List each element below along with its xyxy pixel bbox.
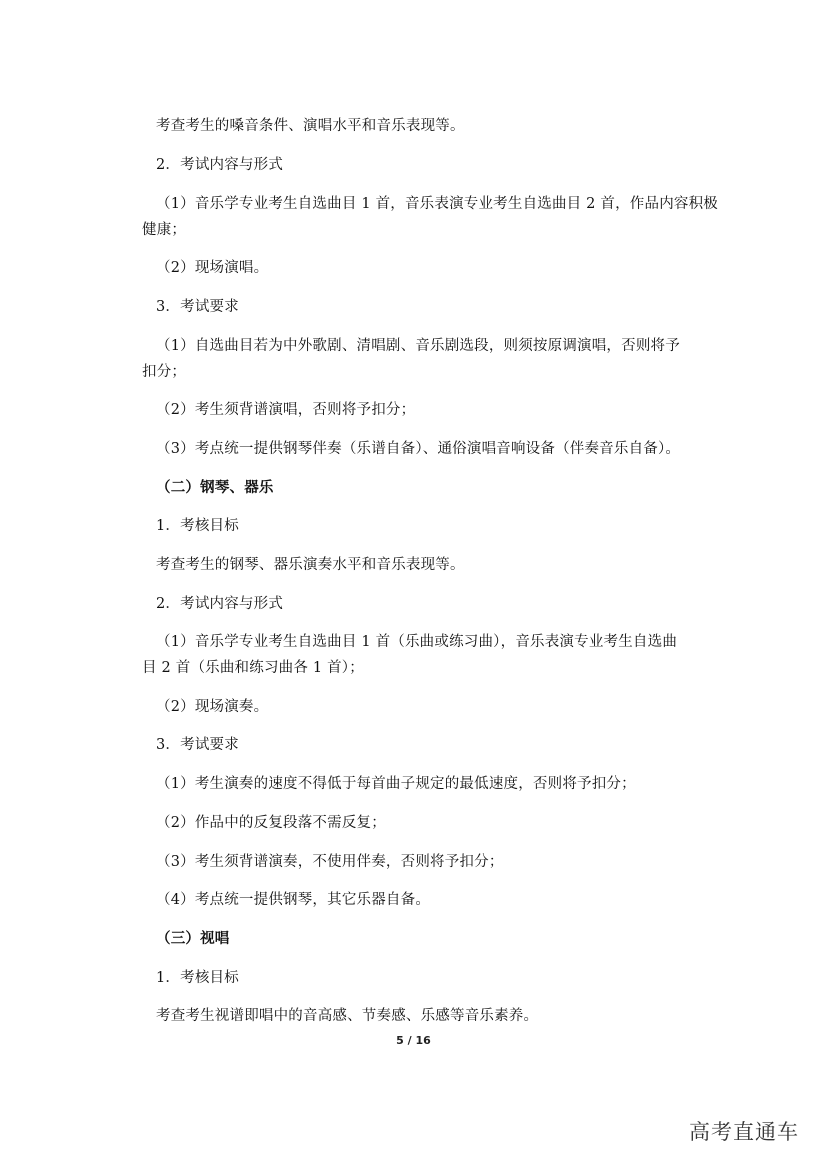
paragraph-text: （2）考生须背谱演唱，否则将予扣分； [156, 402, 416, 418]
section-heading: 2．考试内容与形式 [156, 596, 284, 612]
section-heading: 2．考试内容与形式 [156, 157, 284, 173]
paragraph-text: （1）音乐学专业考生自选曲目 1 首（乐曲或练习曲），音乐表演专业考生自选曲 [156, 634, 678, 650]
paragraph-text: （3）考点统一提供钢琴伴奏（乐谱自备）、通俗演唱音响设备（伴奏音乐自备）。 [156, 441, 681, 457]
paragraph-text: （1）自选曲目若为中外歌剧、清唱剧、音乐剧选段，则须按原调演唱，否则将予 [156, 338, 680, 354]
paragraph-text: （4）考点统一提供钢琴，其它乐器自备。 [156, 892, 431, 908]
section-heading: 1．考核目标 [156, 518, 239, 534]
paragraph-text: （2）现场演奏。 [156, 699, 269, 715]
paragraph-text: （1）考生演奏的速度不得低于每首曲子规定的最低速度，否则将予扣分； [156, 776, 636, 792]
paragraph-text: 目 2 首（乐曲和练习曲各 1 首）； [142, 660, 364, 676]
paragraph-text: 考查考生视谱即唱中的音高感、节奏感、乐感等音乐素养。 [156, 1008, 539, 1024]
paragraph-text: （2）现场演唱。 [156, 260, 269, 276]
paragraph-text: 扣分； [142, 364, 187, 380]
subsection-heading: （二）钢琴、器乐 [156, 479, 274, 496]
paragraph-text: 考查考生的嗓音条件、演唱水平和音乐表现等。 [156, 118, 465, 134]
watermark-logo: 高考直通车 [689, 1120, 799, 1144]
paragraph-text: （2）作品中的反复段落不需反复； [156, 815, 386, 831]
paragraph-text: （3）考生须背谱演奏，不使用伴奏，否则将予扣分； [156, 854, 504, 870]
section-heading: 1．考核目标 [156, 970, 239, 986]
paragraph-text: （1）音乐学专业考生自选曲目 1 首，音乐表演专业考生自选曲目 2 首，作品内容积极 [156, 196, 719, 212]
paragraph-text: 健康； [142, 222, 187, 238]
section-heading: 3．考试要求 [156, 299, 239, 315]
paragraph-text: 考查考生的钢琴、器乐演奏水平和音乐表现等。 [156, 557, 465, 573]
page-number: 5 / 16 [396, 1034, 431, 1047]
subsection-heading: （三）视唱 [156, 930, 230, 947]
section-heading: 3．考试要求 [156, 737, 239, 753]
